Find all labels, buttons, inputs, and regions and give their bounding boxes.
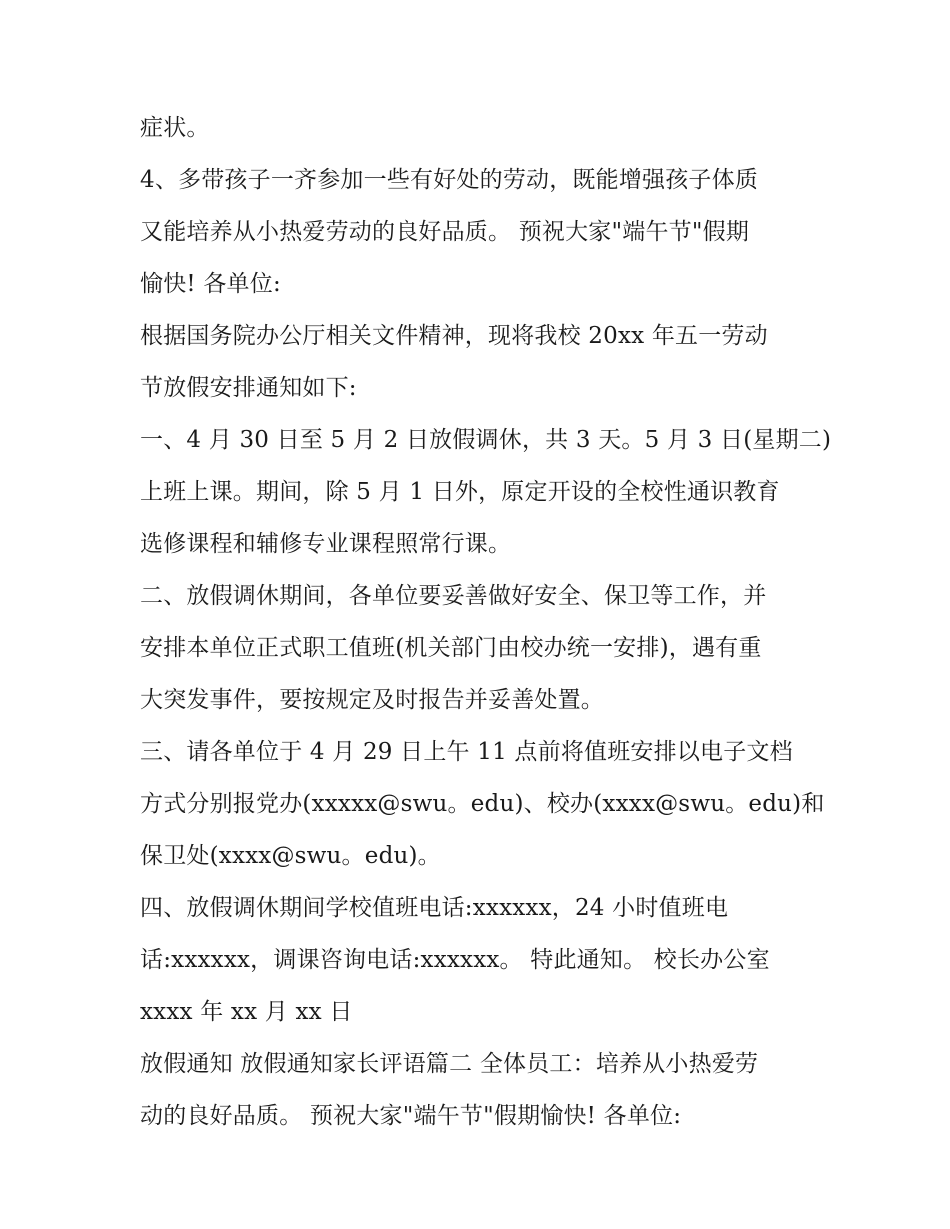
text-line: 四、放假调休期间学校值班电话:xxxxxx，24 小时值班电 [140,895,729,921]
text-line: 三、请各单位于 4 月 29 日上午 11 点前将值班安排以电子文档 [140,739,793,765]
text-line: 一、4 月 30 日至 5 月 2 日放假调休，共 3 天。5 月 3 日(星期二) [140,427,832,453]
text-line: 二、放假调休期间，各单位要妥善做好安全、保卫等工作，并 [140,583,767,609]
text-line: 根据国务院办公厅相关文件精神，现将我校 20xx 年五一劳动 [140,323,768,349]
text-line: 动的良好品质。 预祝大家"端午节"假期愉快! 各单位: [140,1103,682,1129]
text-line: 节放假安排通知如下: [140,375,357,401]
text-line: 放假通知 放假通知家长评语篇二 全体员工：培养从小热爱劳 [140,1051,759,1077]
text-line: 选修课程和辅修专业课程照常行课。 [140,531,512,557]
text-line: 愉快! 各单位: [140,271,281,297]
text-line: 4、多带孩子一齐参加一些有好处的劳动，既能增强孩子体质 [140,167,759,193]
text-line: 保卫处(xxxx@swu。edu)。 [140,843,441,869]
text-line: 上班上课。期间，除 5 月 1 日外，原定开设的全校性通识教育 [140,479,780,505]
text-line: 大突发事件，要按规定及时报告并妥善处置。 [140,687,604,713]
text-line: 方式分别报党办(xxxxx@swu。edu)、校办(xxxx@swu。edu)和 [140,791,825,817]
text-line: 安排本单位正式职工值班(机关部门由校办统一安排)，遇有重 [140,635,762,661]
text-line: 又能培养从小热爱劳动的良好品质。 预祝大家"端午节"假期 [140,219,750,245]
text-line: 症状。 [140,115,210,141]
text-line: 话:xxxxxx，调课咨询电话:xxxxxx。 特此通知。 校长办公室 [140,947,770,973]
document-body [140,108,832,1148]
text-line: xxxx 年 xx 月 xx 日 [140,999,353,1025]
